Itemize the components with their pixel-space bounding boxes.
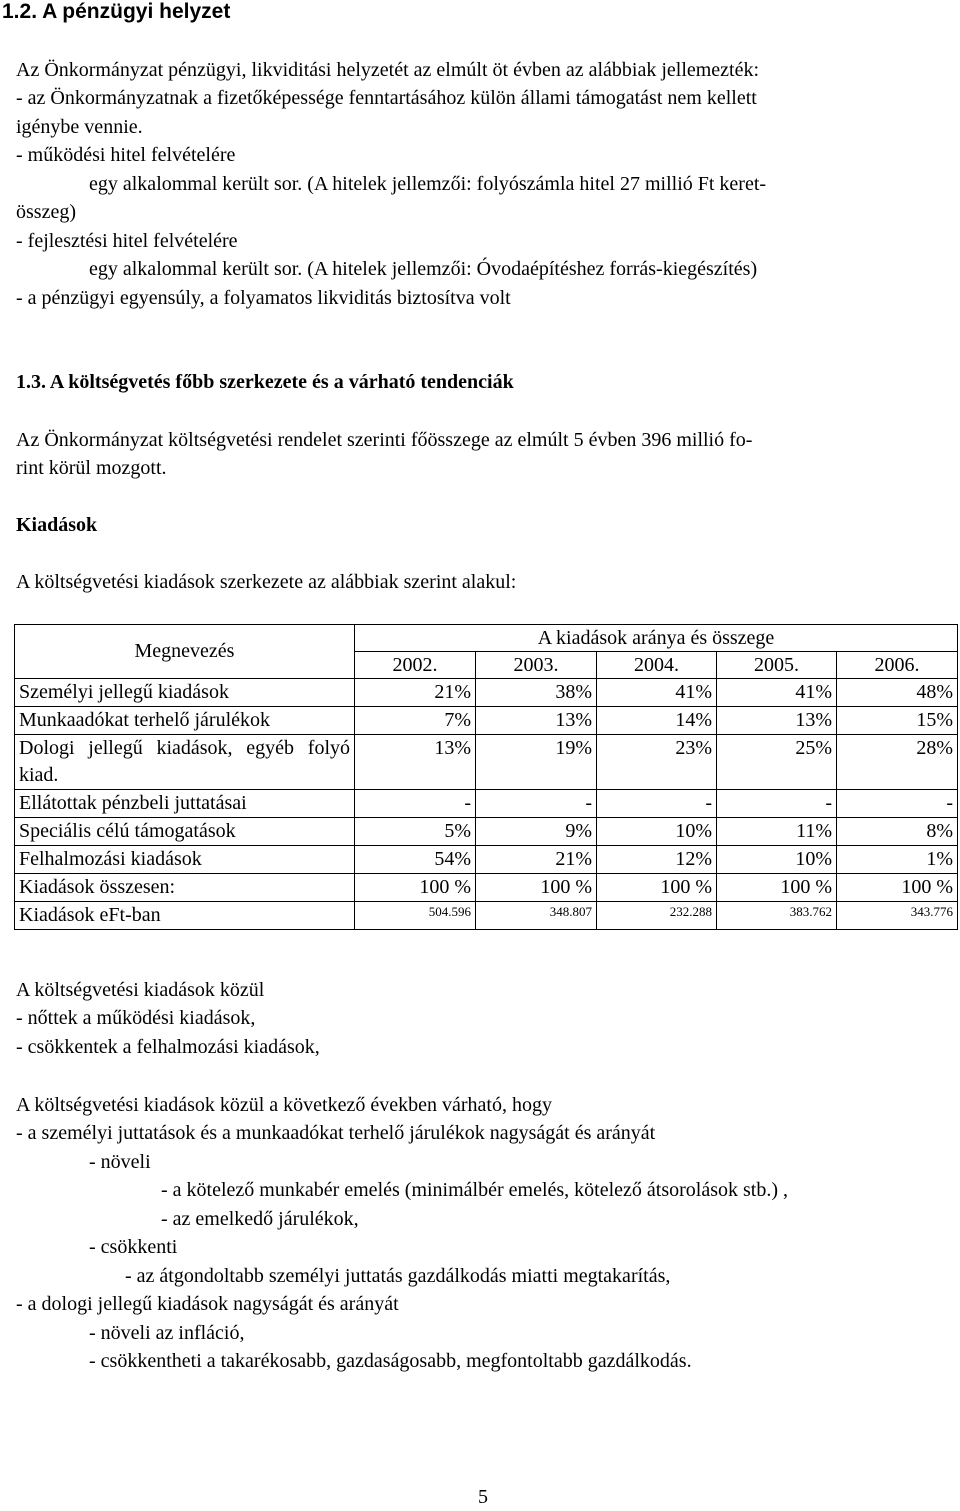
paragraph-line: - növeli az infláció, [89, 1322, 245, 1344]
paragraph-line: - az Önkormányzatnak a fizetőképessége fenntartásához külön állami támogatást nem kellett [16, 87, 757, 109]
table-row [15, 707, 958, 735]
value-cell: 11% [717, 818, 837, 846]
value-cell: - [476, 790, 597, 818]
value-cell: 48% [837, 679, 958, 707]
paragraph-line: összeg) [16, 201, 76, 223]
table-row [15, 818, 958, 846]
paragraph-line: egy alkalommal került sor. (A hitelek jellemzői: folyószámla hitel 27 millió Ft keret- [89, 173, 767, 195]
paragraph-line: - a kötelező munkabér emelés (minimálbér emelés, kötelező átsorolások stb.) , [161, 1179, 789, 1201]
paragraph-line: - csökkenti [89, 1236, 178, 1258]
value-cell: 13% [717, 707, 837, 735]
value-cell: 54% [355, 846, 476, 874]
row-label: Kiadások összesen: [15, 874, 355, 902]
subheading-kiadasok: Kiadások [16, 514, 98, 536]
year-cell: 2005. [717, 652, 837, 679]
paragraph-line: - nőttek a működési kiadások, [16, 1007, 256, 1029]
value-cell: 21% [476, 846, 597, 874]
section-heading-1-2: 1.2. A pénzügyi helyzet [2, 0, 231, 23]
paragraph-line: - az emelkedő járulékok, [161, 1208, 359, 1230]
paragraph-line: Az Önkormányzat pénzügyi, likviditási helyzetét az elmúlt öt évben az alábbiak jellemezték: [16, 59, 760, 81]
row-label: Felhalmozási kiadások [15, 846, 355, 874]
value-cell: - [717, 790, 837, 818]
value-cell: 100 % [355, 874, 476, 902]
value-cell: 12% [597, 846, 717, 874]
value-cell: 9% [476, 818, 597, 846]
value-cell: 21% [355, 679, 476, 707]
paragraph-line: - növeli [89, 1151, 151, 1173]
year-cell: 2003. [476, 652, 597, 679]
paragraph-line: - csökkentheti a takarékosabb, gazdaságosabb, megfontoltabb gazdálkodás. [89, 1350, 692, 1372]
value-cell: 13% [355, 735, 476, 790]
value-cell: 13% [476, 707, 597, 735]
row-label: Dologi jellegű kiadások, egyéb folyó kiad. [15, 735, 355, 790]
year-cell: 2006. [837, 652, 958, 679]
expenditure-table [14, 624, 958, 930]
value-cell: 100 % [837, 874, 958, 902]
value-cell: 10% [597, 818, 717, 846]
value-cell: 343.776 [837, 902, 958, 930]
table-row [15, 902, 958, 930]
year-cell: 2002. [355, 652, 476, 679]
table-row [15, 874, 958, 902]
paragraph-line: - működési hitel felvételére [16, 144, 236, 166]
section-heading-1-3: 1.3. A költségvetés főbb szerkezete és a várható tendenciák [16, 371, 514, 393]
value-cell: 100 % [597, 874, 717, 902]
value-cell: 28% [837, 735, 958, 790]
value-cell: 23% [597, 735, 717, 790]
value-cell: 348.807 [476, 902, 597, 930]
paragraph-line: - az átgondoltabb személyi juttatás gazdálkodás miatti megtakarítás, [125, 1265, 671, 1287]
page-number: 5 [478, 1486, 488, 1508]
paragraph-line: - a személyi juttatások és a munkaadókat terhelő járulékok nagyságát és arányát [16, 1122, 656, 1144]
value-cell: - [597, 790, 717, 818]
row-label: Ellátottak pénzbeli juttatásai [15, 790, 355, 818]
table-row [15, 679, 958, 707]
table-row [15, 846, 958, 874]
value-cell: 383.762 [717, 902, 837, 930]
value-cell: 232.288 [597, 902, 717, 930]
value-cell: 1% [837, 846, 958, 874]
value-cell: 8% [837, 818, 958, 846]
paragraph-line: - a pénzügyi egyensúly, a folyamatos likviditás biztosítva volt [16, 287, 511, 309]
row-label: Kiadások eFt-ban [15, 902, 355, 930]
paragraph-line: egy alkalommal került sor. (A hitelek jellemzői: Óvodaépítéshez forrás-kiegészítés) [89, 258, 758, 280]
row-label: Speciális célú támogatások [15, 818, 355, 846]
header-group-cell: A kiadások aránya és összege [355, 625, 958, 652]
value-cell: 100 % [476, 874, 597, 902]
row-label: Személyi jellegű kiadások [15, 679, 355, 707]
value-cell: 504.596 [355, 902, 476, 930]
paragraph-line: igénybe vennie. [16, 116, 143, 138]
paragraph-line: Az Önkormányzat költségvetési rendelet szerinti főösszege az elmúlt 5 évben 396 millió fo- [16, 429, 753, 451]
value-cell: 5% [355, 818, 476, 846]
value-cell: 100 % [717, 874, 837, 902]
table-header-row [15, 625, 958, 652]
value-cell: 38% [476, 679, 597, 707]
value-cell: 19% [476, 735, 597, 790]
paragraph-line: A költségvetési kiadások közül a következő években várható, hogy [16, 1094, 552, 1116]
paragraph-line: A költségvetési kiadások közül [16, 979, 265, 1001]
row-label: Munkaadókat terhelő járulékok [15, 707, 355, 735]
value-cell: 25% [717, 735, 837, 790]
header-name-cell: Megnevezés [15, 625, 355, 679]
value-cell: 10% [717, 846, 837, 874]
value-cell: 7% [355, 707, 476, 735]
paragraph-line: - csökkentek a felhalmozási kiadások, [16, 1036, 320, 1058]
value-cell: - [355, 790, 476, 818]
table-row [15, 735, 958, 790]
value-cell: - [837, 790, 958, 818]
paragraph-line: - fejlesztési hitel felvételére [16, 230, 238, 252]
value-cell: 14% [597, 707, 717, 735]
table-row [15, 790, 958, 818]
year-cell: 2004. [597, 652, 717, 679]
value-cell: 15% [837, 707, 958, 735]
table-intro: A költségvetési kiadások szerkezete az alábbiak szerint alakul: [16, 571, 517, 593]
paragraph-line: rint körül mozgott. [16, 457, 167, 479]
paragraph-line: - a dologi jellegű kiadások nagyságát és arányát [16, 1293, 399, 1315]
value-cell: 41% [597, 679, 717, 707]
value-cell: 41% [717, 679, 837, 707]
